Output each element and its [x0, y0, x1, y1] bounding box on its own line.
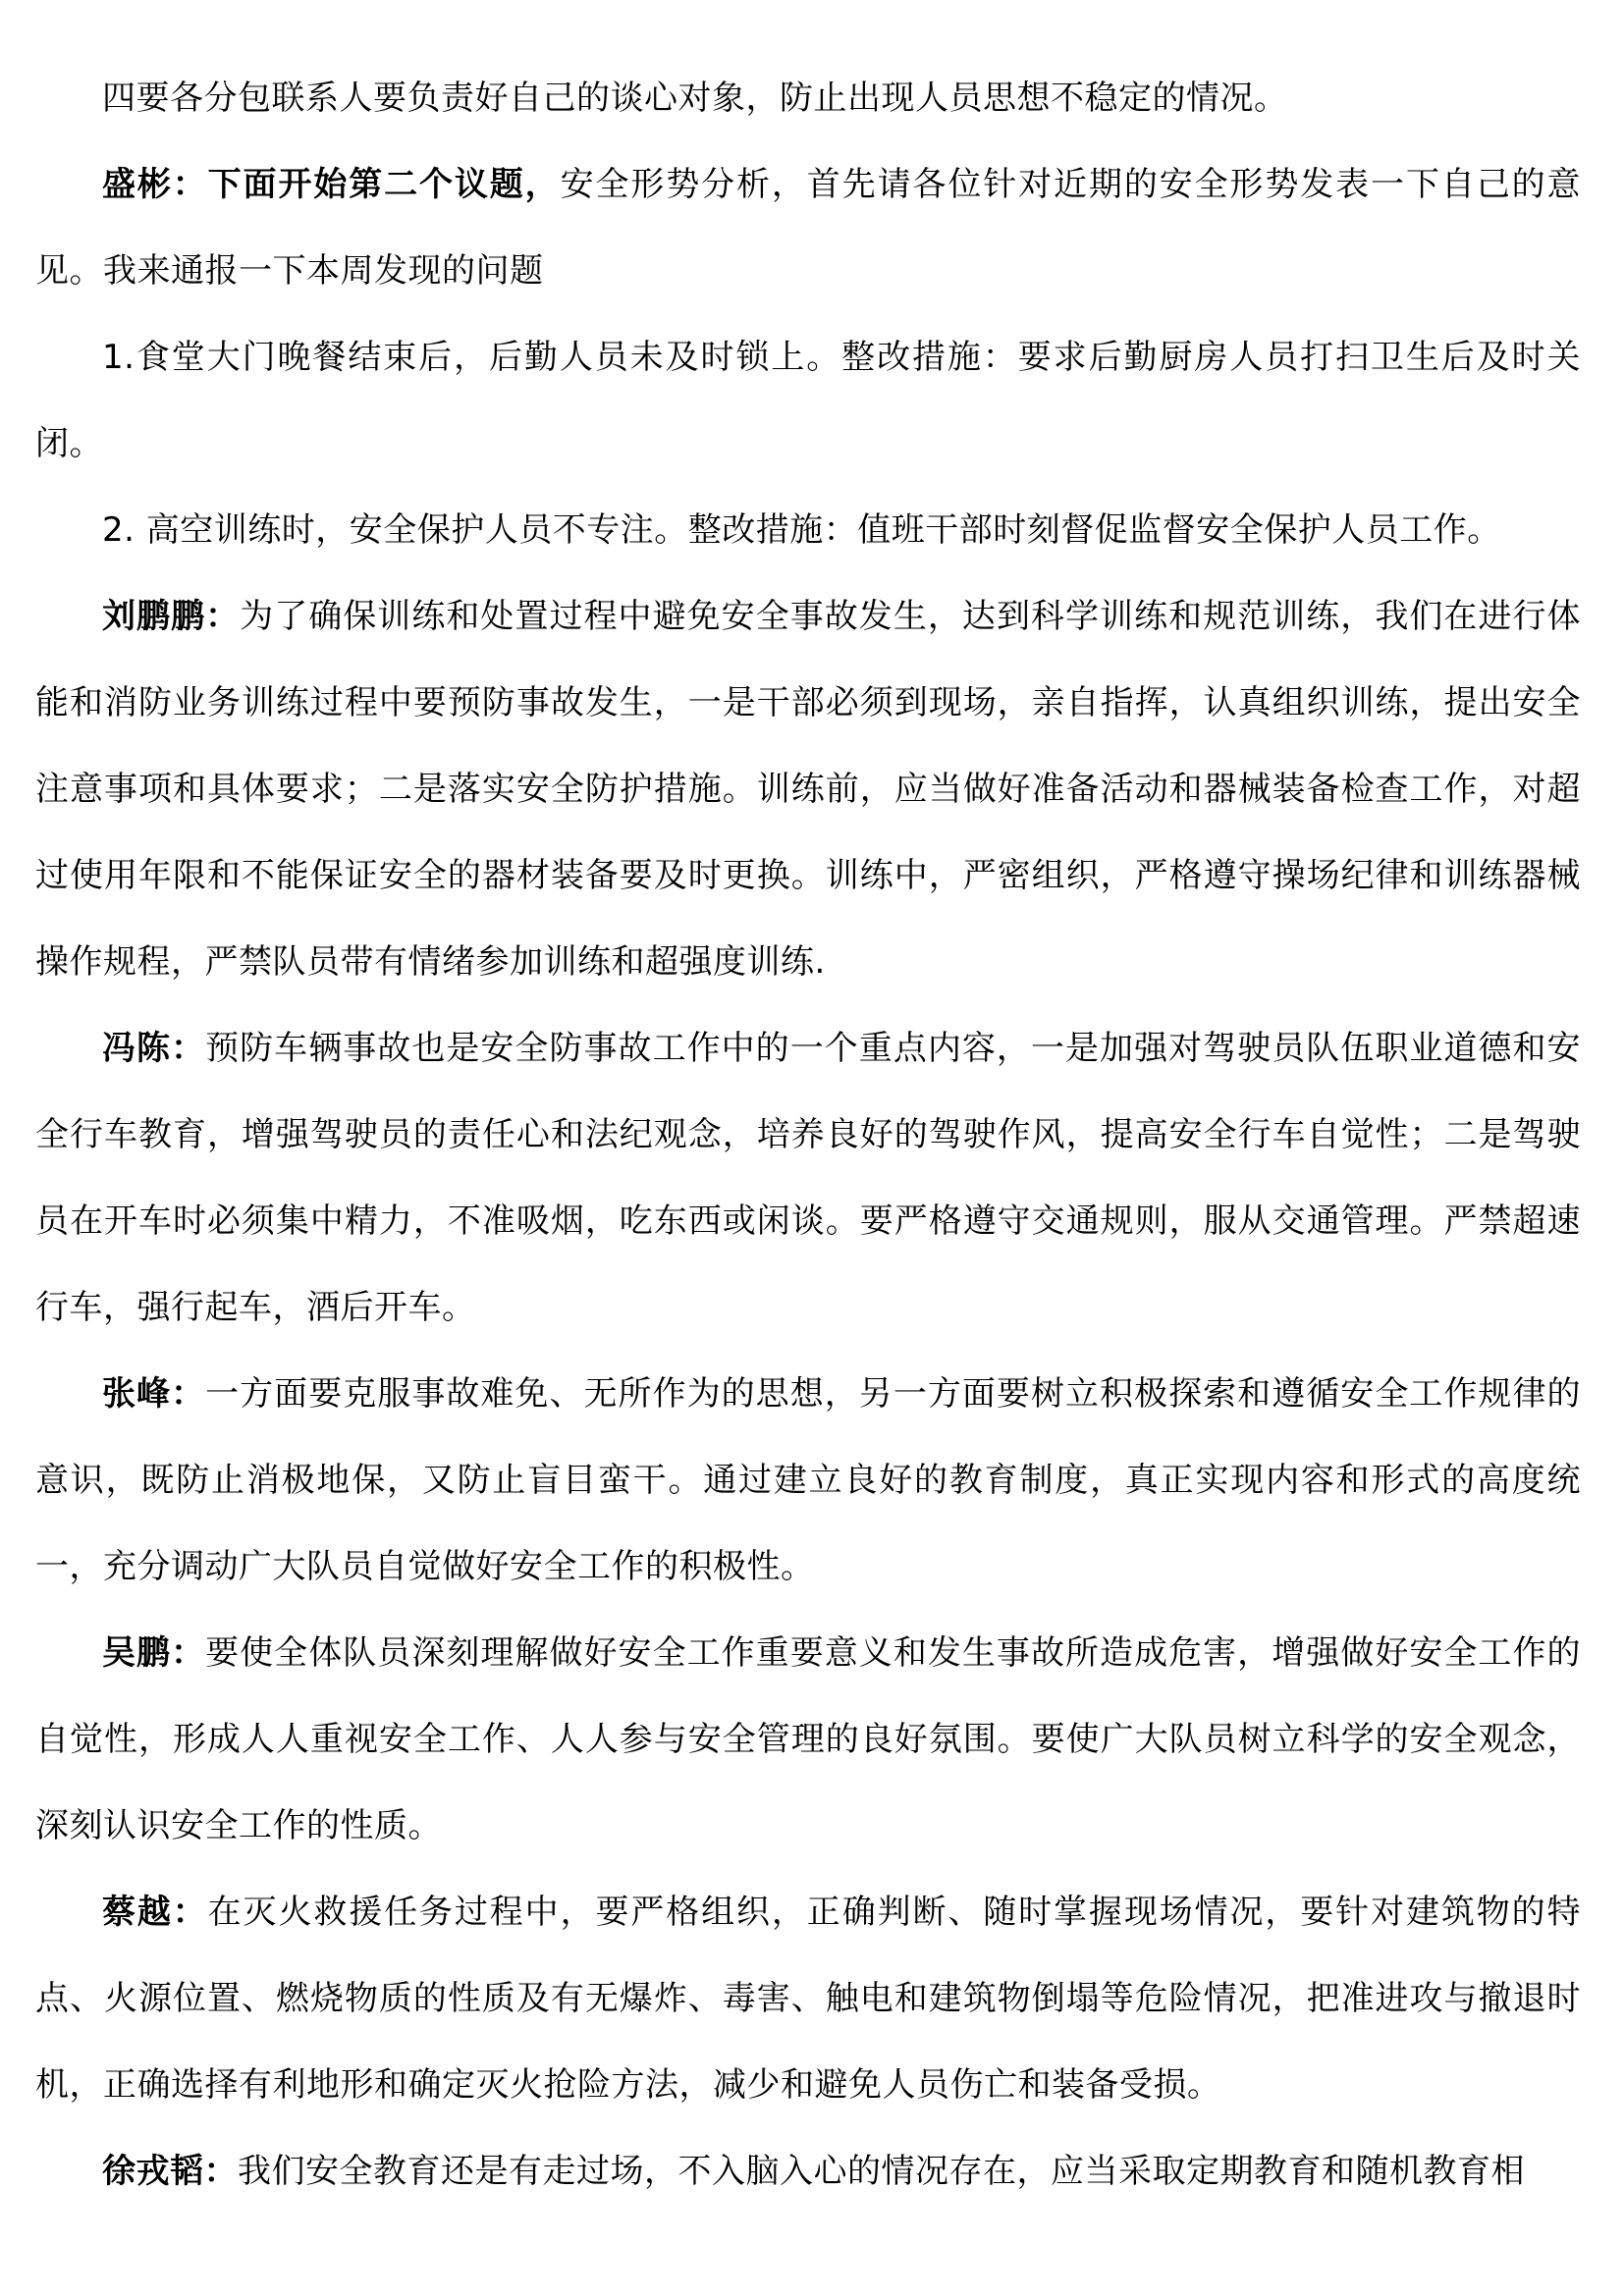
paragraph [35, 314, 1581, 487]
paragraph [35, 1005, 1581, 1351]
paragraph [35, 487, 1581, 573]
paragraph [35, 55, 1581, 141]
paragraph-text: 1.食堂大门晚餐结束后，后勤人员未及时锁上。整改措施：要求后勤厨房人员打扫卫生后及时关闭。 [35, 338, 1581, 463]
paragraph-text: 为了确保训练和处置过程中避免安全事故发生，达到科学训练和规范训练，我们在进行体能和消防业务训练过程中要预防事故发生，一是干部必须到现场，亲自指挥，认真组织训练，提出安全注意事项和具体要求；二是落实安全防护措施。训练前，应当做好准备活动和器械装备检查工作，对超过使用年限和不能保证安全的器材装备要及时更换。训练中，严密组织，严格遵守操场纪律和训练器械操作规程，严禁队员带有情绪参加训练和超强度训练. [35, 597, 1582, 982]
paragraph [35, 1869, 1581, 2128]
document-body [35, 55, 1581, 2215]
speaker-name: 冯陈： [102, 1029, 206, 1068]
paragraph-text: 我们安全教育还是有走过场，不入脑入心的情况存在，应当采取定期教育和随机教育相 [238, 2152, 1525, 2191]
paragraph-text: 一方面要克服事故难免、无所作为的思想，另一方面要树立积极探索和遵循安全工作规律的意识，既防止消极地保，又防止盲目蛮干。通过建立良好的教育制度，真正实现内容和形式的高度统一，充分调动广大队员自觉做好安全工作的积极性。 [35, 1374, 1581, 1586]
speaker-name: 蔡越： [102, 1893, 208, 1932]
paragraph-text: 要使全体队员深刻理解做好安全工作重要意义和发生事故所造成危害，增强做好安全工作的自觉性，形成人人重视安全工作、人人参与安全管理的良好氛围。要使广大队员树立科学的安全观念，深刻认识安全工作的性质。 [35, 1633, 1581, 1845]
paragraph-text: 预防车辆事故也是安全防事故工作中的一个重点内容，一是加强对驾驶员队伍职业道德和安全行车教育，增强驾驶员的责任心和法纪观念，培养良好的驾驶作风，提高安全行车自觉性；二是驾驶员在开车时必须集中精力，不准吸烟，吃东西或闲谈。要严格遵守交通规则，服从交通管理。严禁超速行车，强行起车，酒后开车。 [35, 1029, 1581, 1327]
paragraph [35, 141, 1581, 314]
paragraph-text: 2. 高空训练时，安全保护人员不专注。整改措施：值班干部时刻督促监督安全保护人员工作。 [102, 510, 1501, 550]
paragraph-text: 在灭火救援任务过程中，要严格组织，正确判断、随时掌握现场情况，要针对建筑物的特点、火源位置、燃烧物质的性质及有无爆炸、毒害、触电和建筑物倒塌等危险情况，把准进攻与撤退时机，正确选择有利地形和确定灭火抢险方法，减少和避免人员伤亡和装备受损。 [35, 1893, 1581, 2105]
speaker-name: 刘鹏鹏： [102, 597, 241, 636]
paragraph [35, 1351, 1581, 1610]
paragraph-text: 四要各分包联系人要负责好自己的谈心对象，防止出现人员思想不稳定的情况。 [102, 79, 1288, 118]
paragraph-text: 安全形势分析，首先请各位针对近期的安全形势发表一下自己的意见。我来通报一下本周发现的问题 [35, 165, 1582, 291]
speaker-name: 徐戎韬： [102, 2152, 238, 2191]
speaker-name: 盛彬：下面开始第二个议题， [102, 165, 561, 204]
speaker-name: 张峰： [102, 1374, 206, 1414]
paragraph [35, 2128, 1581, 2215]
speaker-name: 吴鹏： [102, 1633, 206, 1673]
paragraph [35, 1610, 1581, 1869]
paragraph [35, 573, 1581, 1005]
